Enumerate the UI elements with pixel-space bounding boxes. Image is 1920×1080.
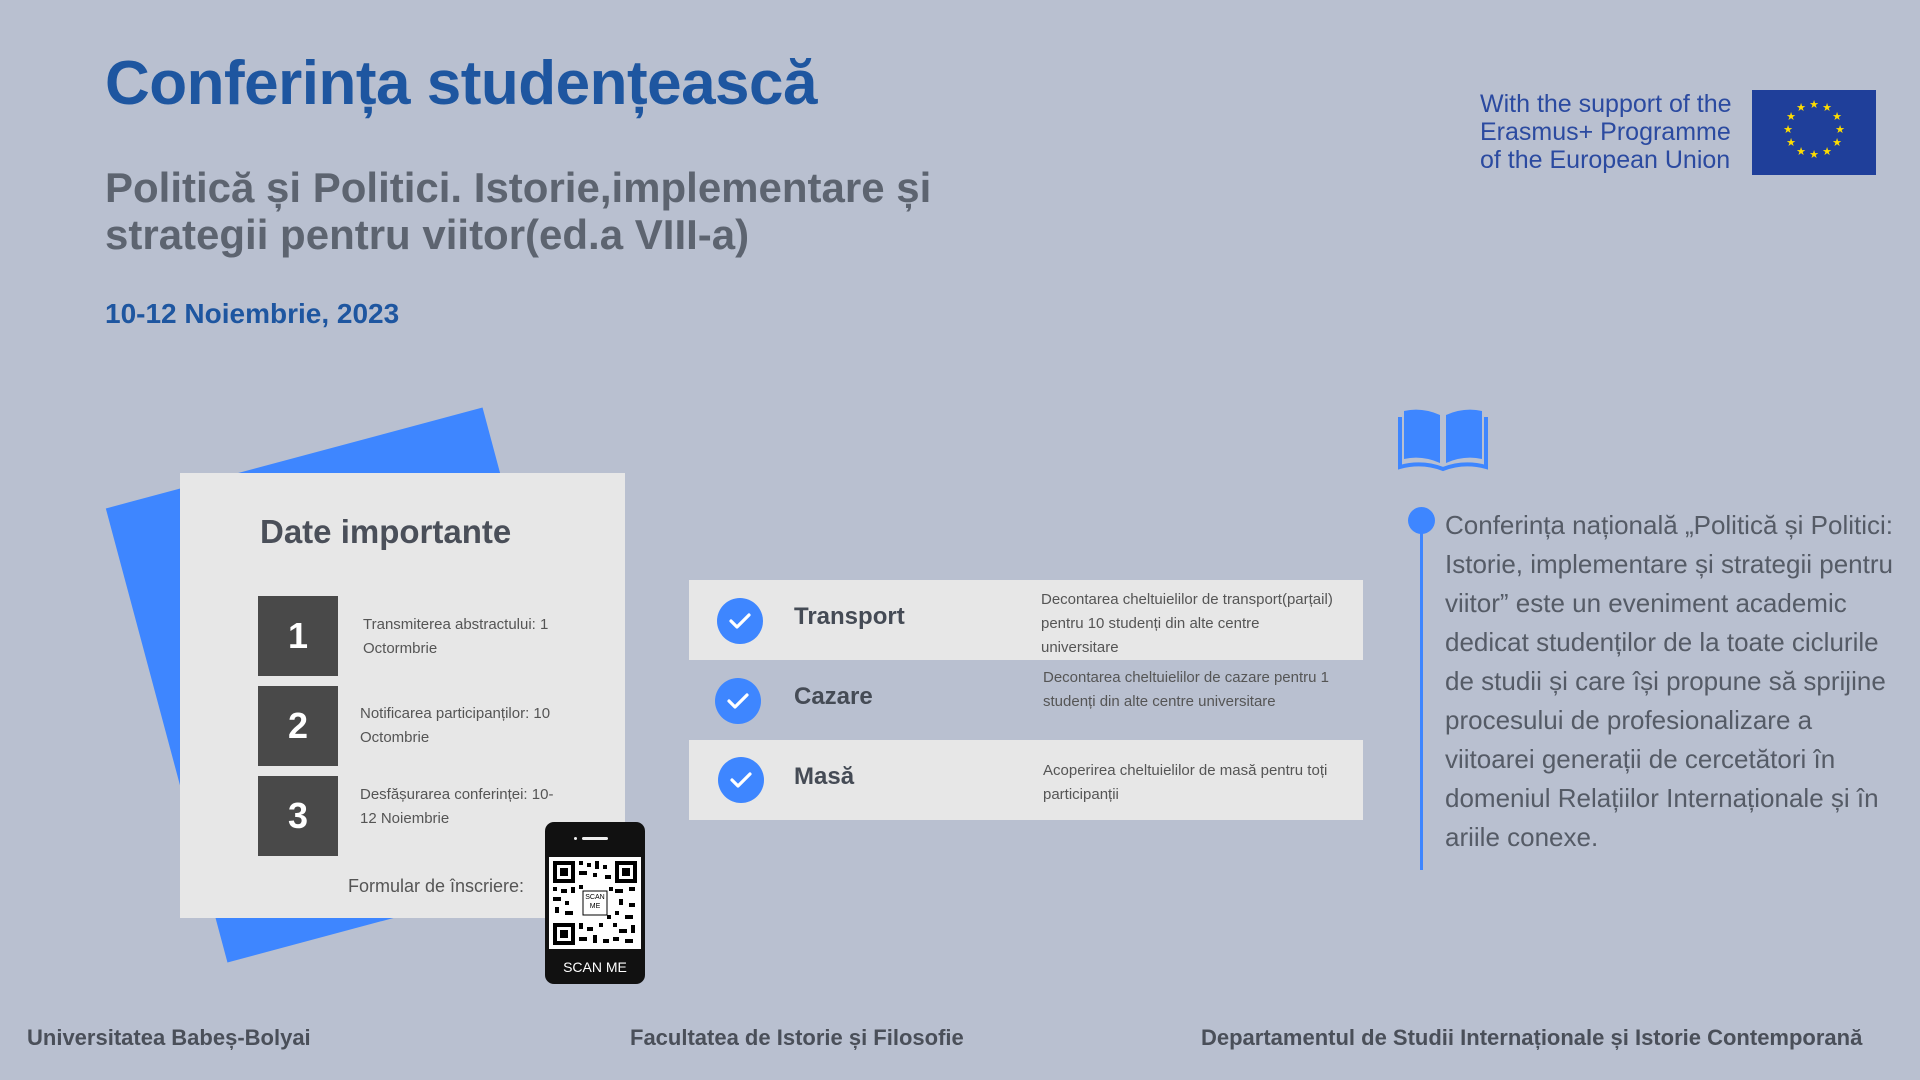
footer-faculty: Facultatea de Istorie și Filosofie [630,1025,964,1050]
book-icon [1398,405,1488,473]
check-icon [718,757,764,803]
svg-text:★: ★ [1786,110,1796,123]
svg-text:★: ★ [1832,110,1842,123]
qr-center-label: SCAN ME [585,894,605,910]
registration-form-label: Formular de înscriere: [348,876,525,896]
check-icon [715,678,761,724]
svg-text:★: ★ [1822,145,1832,158]
conference-description: Conferința națională „Politică și Politici: Istorie, implementare și strategii pentru viitor” este un eveniment academic dedicat studenților de la toate ciclurile de studii și care își propune să sprijine procesului de profesionalizare a viitoarei generații de cercetători în domeniul Relațiilor Internaționale și în ariile conexe. [1445,510,1893,852]
svg-text:★: ★ [1809,98,1819,111]
timeline-line [1420,520,1423,870]
scan-me-label: SCAN ME [563,959,627,975]
eu-support-text: With the support of the Erasmus+ Programme of the European Union [1480,90,1732,174]
check-icon [717,598,763,644]
footer-department: Departamentul de Studii Internaționale și Istorie Contemporană [1201,1025,1863,1050]
step-number-1: 1 [258,596,338,676]
svg-text:★: ★ [1786,136,1796,149]
important-dates-title: Date importante [260,513,512,550]
step-text-3: Desfășurarea conferinței: 10-12 Noiembrie [360,786,554,827]
timeline-dot [1408,507,1435,534]
svg-text:★: ★ [1835,123,1845,136]
phone-speaker [582,837,608,840]
benefit-label-accommodation: Cazare [794,683,873,710]
footer-university: Universitatea Babeș-Bolyai [27,1025,311,1050]
svg-text:★: ★ [1822,101,1832,114]
svg-text:★: ★ [1783,123,1793,136]
conference-date: 10-12 Noiembrie, 2023 [105,298,400,329]
benefit-label-transport: Transport [794,603,905,630]
benefit-desc-meals: Acoperirea cheltuielilor de masă pentru toți participanții [1043,762,1328,803]
svg-text:★: ★ [1832,136,1842,149]
svg-text:★: ★ [1796,145,1806,158]
step-number-2: 2 [258,686,338,766]
svg-text:★: ★ [1796,101,1806,114]
eu-flag-icon [1752,90,1876,175]
step-number-3: 3 [258,776,338,856]
svg-text:★: ★ [1809,148,1819,161]
benefit-label-meals: Masă [794,763,855,790]
benefit-desc-accommodation: Decontarea cheltuielilor de cazare pentru 1 studenți din alte centre universitare [1043,669,1330,710]
conference-subtitle: Politică și Politici. Istorie,implementare și strategii pentru viitor(ed.a VIII-a) [105,164,932,258]
conference-title: Conferința studențească [105,49,818,118]
step-text-2: Notificarea participanților: 10 Octombrie [360,705,551,746]
phone-camera-dot [574,837,577,840]
benefit-desc-transport: Decontarea cheltuielilor de transport(parțail) pentru 10 studenți din alte centre universitare [1041,591,1333,656]
step-text-1: Transmiterea abstractului: 1 Octormbrie [363,616,549,657]
